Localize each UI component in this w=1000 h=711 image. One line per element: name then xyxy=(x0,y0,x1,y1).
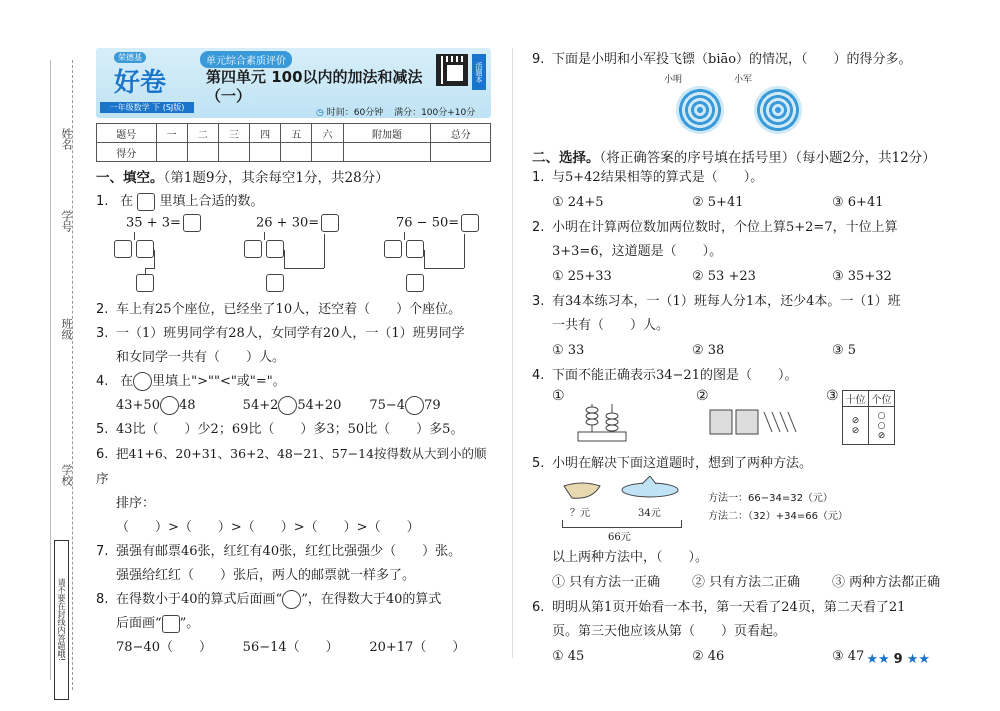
column-divider xyxy=(512,48,513,658)
question-8-exprs: 78−40（ ） 56−14（ ） 20+17（ ） xyxy=(116,640,466,655)
school-label: 学校 xyxy=(60,464,73,486)
left-column: 荣德基 好卷 一年级数学 下 (SJ版) 单元综合素质评价 第四单元 100以内的加法和减法（一） 活题本 ◷ 时间：60分钟 满分：100分+10分 题号 一 二 三 四 五 六 附加题 总分 得分 一、填空。（第1题9分，其余每空1分，共28分） 1. 在 里填上合适的数。 35 + 3= 26 + 30= 76 − 50= 2. 车上有25个座位，已经坐了10人，还空着（ ）个座位。 3. 一（1）班男同学有28人，女同学有20人，一（1）班男同学 和女同学一共有（ ）人。 4. 在 里填上">""<"或"="。 43+50 48 54+2 54+20 75−4 79 5. 43比（ ）少2；69比（ ）多3；50比（ ）多5。 6. 把41+6、20+31、36+2、48−21、57−14按得数从大到小的顺序 排序： （ ）>（ ）>（ ）>（ ）>（ ） 7. 强强有邮票46张，红红有40张，红红比强强少（ ）张。 强强给红红（ ）张后，两人的邮票就一样多了。 8. 在得数小于40的算式后面画“ ”，在得数大于40的算式 后面画“ ”。 78−40（ ） 56−14（ ） 20+17（ ） xyxy=(96,48,496,660)
answer-box[interactable] xyxy=(266,274,284,292)
number-trees xyxy=(96,214,496,296)
choice-1-options: ① 24+5 ② 5+41 ③ 6+41 xyxy=(552,195,884,210)
answer-box[interactable] xyxy=(183,214,201,232)
answer-box[interactable] xyxy=(136,240,154,258)
answer-box[interactable] xyxy=(384,240,402,258)
choice-6-options: ① 45 ② 46 ③ 47 xyxy=(552,649,865,664)
answer-box[interactable] xyxy=(406,240,424,258)
answer-box[interactable] xyxy=(244,240,262,258)
circle-symbol xyxy=(282,590,301,609)
score-table xyxy=(96,123,491,162)
header-banner xyxy=(96,48,491,118)
abacus-icon xyxy=(576,402,628,442)
seal-line xyxy=(72,60,73,690)
boat-icon xyxy=(562,480,602,502)
answer-box[interactable] xyxy=(114,240,132,258)
logo-text: 好卷 xyxy=(114,68,167,98)
name-label: 姓名 xyxy=(60,128,73,150)
choice-5-options: ① 只有方法一正确 ② 只有方法二正确 ③ 两种方法都正确 xyxy=(552,575,941,590)
question-9: 9. 下面是小明和小军投飞镖（biāo）的情况，（ ）的得分多。 xyxy=(532,52,912,67)
answer-box xyxy=(137,193,155,211)
choice-6: 6. 明明从第1页开始看一本书，第一天看了24页，第二天看了21 xyxy=(532,600,906,615)
counters-icon: ⊘ ⊘ xyxy=(843,407,869,445)
answer-box[interactable] xyxy=(266,240,284,258)
tree-2: 26 + 30= xyxy=(256,214,376,296)
binding-margin xyxy=(0,0,92,711)
counters-icon: ○ ○ ⊘ xyxy=(869,407,895,445)
answer-box[interactable] xyxy=(461,214,479,232)
answer-box[interactable] xyxy=(321,214,339,232)
place-value-table: 十位 个位 ⊘ ⊘ ○ ○ ⊘ xyxy=(842,390,895,445)
compare-circle[interactable] xyxy=(278,396,297,415)
question-6: 6. 把41+6、20+31、36+2、48−21、57−14按得数从大到小的顺序 xyxy=(96,446,487,486)
choice-4-pictures: ① ② ③ 十位 个位 ⊘ ⊘ ○ ○ ⊘ xyxy=(532,388,972,452)
right-column: 9. 下面是小明和小军投飞镖（biāo）的情况，（ ）的得分多。 小明 小军 二、选择。（将正确答案的序号填在括号里）（每小题2分，共12分） 1. 与5+42结果相等的算式是（ ）。 ① 24+5 ② 5+41 ③ 6+41 2. 小明在计算两位数加两位数时，个位上算5+2=7，十位上算 3+3=6，这道题是（ ）。 ① 25+33 ② 53 +23 ③ 35+32 3. 有34本练习本，一（1）班每人分1本，还少4本。一（1）班 一共有（ ）人。 ① 33 ② 38 ③ 5 4. 下面不能正确表示34−21的图是（ ）。 ① ② ③ 十位 个位 ⊘ ⊘ ○ ○ ⊘ 5. 小明在解决下面这道题时，想到了两种方法。 ？元 34元 66元 方法一：66−34=32（元） 方法二：（32）+34=66（元） 以上两种方法中，（ ）。 ① 只有方法一正确 ② 只有方法二正确 ③ 两种方法都正确 6. 明明从第1页开始看一本书，第一天看了24页，第二天看了21 页。第三天他应该从第（ ）页看起。 ① 45 ② 46 ③ 47 xyxy=(532,48,972,670)
tree-1: 35 + 3= xyxy=(126,214,246,296)
qr-code-icon xyxy=(436,54,468,86)
sticks-icon xyxy=(708,408,798,436)
circle-box xyxy=(133,372,152,391)
publisher-label: 荣德基 xyxy=(114,52,146,63)
question-3: 3. 一（1）班男同学有28人，女同学有20人，一（1）班男同学 xyxy=(96,326,465,341)
question-2: 2. 车上有25个座位，已经坐了10人，还空着（ ）个座位。 xyxy=(96,302,462,317)
dart-targets: 小明 小军 xyxy=(532,72,972,142)
page-number: ★★ 9 ★★ xyxy=(866,652,930,667)
answer-box[interactable] xyxy=(406,274,424,292)
dart-target-icon xyxy=(676,86,724,134)
binding-line xyxy=(50,60,51,680)
time-info: ◷ 时间：60分钟 满分：100分+10分 xyxy=(316,108,476,118)
question-8: 8. 在得数小于40的算式后面画“ ”，在得数大于40的算式 xyxy=(96,592,442,607)
compare-row: 43+50 48 54+2 54+20 75−4 79 xyxy=(116,398,441,413)
question-4: 4. 在 里填上">""<"或"="。 xyxy=(96,374,286,389)
score-header-row: 题号 一 二 三 四 五 六 附加题 总分 xyxy=(97,124,491,143)
compare-circle[interactable] xyxy=(405,396,424,415)
seal-warning: 请不要在封线内答题哦! xyxy=(54,540,69,700)
choice-4: 4. 下面不能正确表示34−21的图是（ ）。 xyxy=(532,368,798,383)
side-tag: 活题本 xyxy=(472,54,486,90)
methods: 方法一：66−34=32（元） 方法二：（32）+34=66（元） xyxy=(708,493,848,522)
section1-title: 一、填空。（第1题9分，其余每空1分，共28分） xyxy=(96,170,389,186)
grade-label: 一年级数学 下 (SJ版) xyxy=(100,102,194,113)
total-brace xyxy=(562,520,682,528)
choice-5-figure: ？元 34元 66元 方法一：66−34=32（元） 方法二：（32）+34=66（元） xyxy=(532,476,972,546)
dart-target-icon xyxy=(754,86,802,134)
star-icon: ★★ xyxy=(906,652,930,667)
star-icon: ★★ xyxy=(866,652,890,667)
choice-2: 2. 小明在计算两位数加两位数时，个位上算5+2=7，十位上算 xyxy=(532,220,898,235)
answer-box[interactable] xyxy=(136,274,154,292)
tree-3: 76 − 50= xyxy=(396,214,516,296)
clock-icon: ◷ xyxy=(316,108,324,118)
square-symbol xyxy=(162,615,180,633)
compare-circle[interactable] xyxy=(160,396,179,415)
brand-logo xyxy=(100,50,188,112)
question-7: 7. 强强有邮票46张，红红有40张，红红比强强少（ ）张。 xyxy=(96,544,462,559)
page-title: 第四单元 100以内的加法和减法（一） xyxy=(206,68,423,105)
choice-5: 5. 小明在解决下面这道题时，想到了两种方法。 xyxy=(532,456,813,471)
airplane-icon xyxy=(620,476,680,502)
choice-2-options: ① 25+33 ② 53 +23 ③ 35+32 xyxy=(552,269,892,284)
student-number-label: 学号 xyxy=(60,210,73,232)
choice-1: 1. 与5+42结果相等的算式是（ ）。 xyxy=(532,170,764,185)
section2-title: 二、选择。（将正确答案的序号填在括号里）（每小题2分，共12分） xyxy=(532,150,936,166)
question-1: 1. 在 里填上合适的数。 xyxy=(96,194,264,209)
question-5: 5. 43比（ ）少2；69比（ ）多3；50比（ ）多5。 xyxy=(96,422,464,437)
class-label: 班级 xyxy=(60,318,73,340)
unit-tag: 单元综合素质评价 xyxy=(200,51,292,68)
choice-3-options: ① 33 ② 38 ③ 5 xyxy=(552,343,857,358)
choice-3: 3. 有34本练习本，一（1）班每人分1本，还少4本。一（1）班 xyxy=(532,294,901,309)
score-value-row: 得分 xyxy=(97,143,491,162)
